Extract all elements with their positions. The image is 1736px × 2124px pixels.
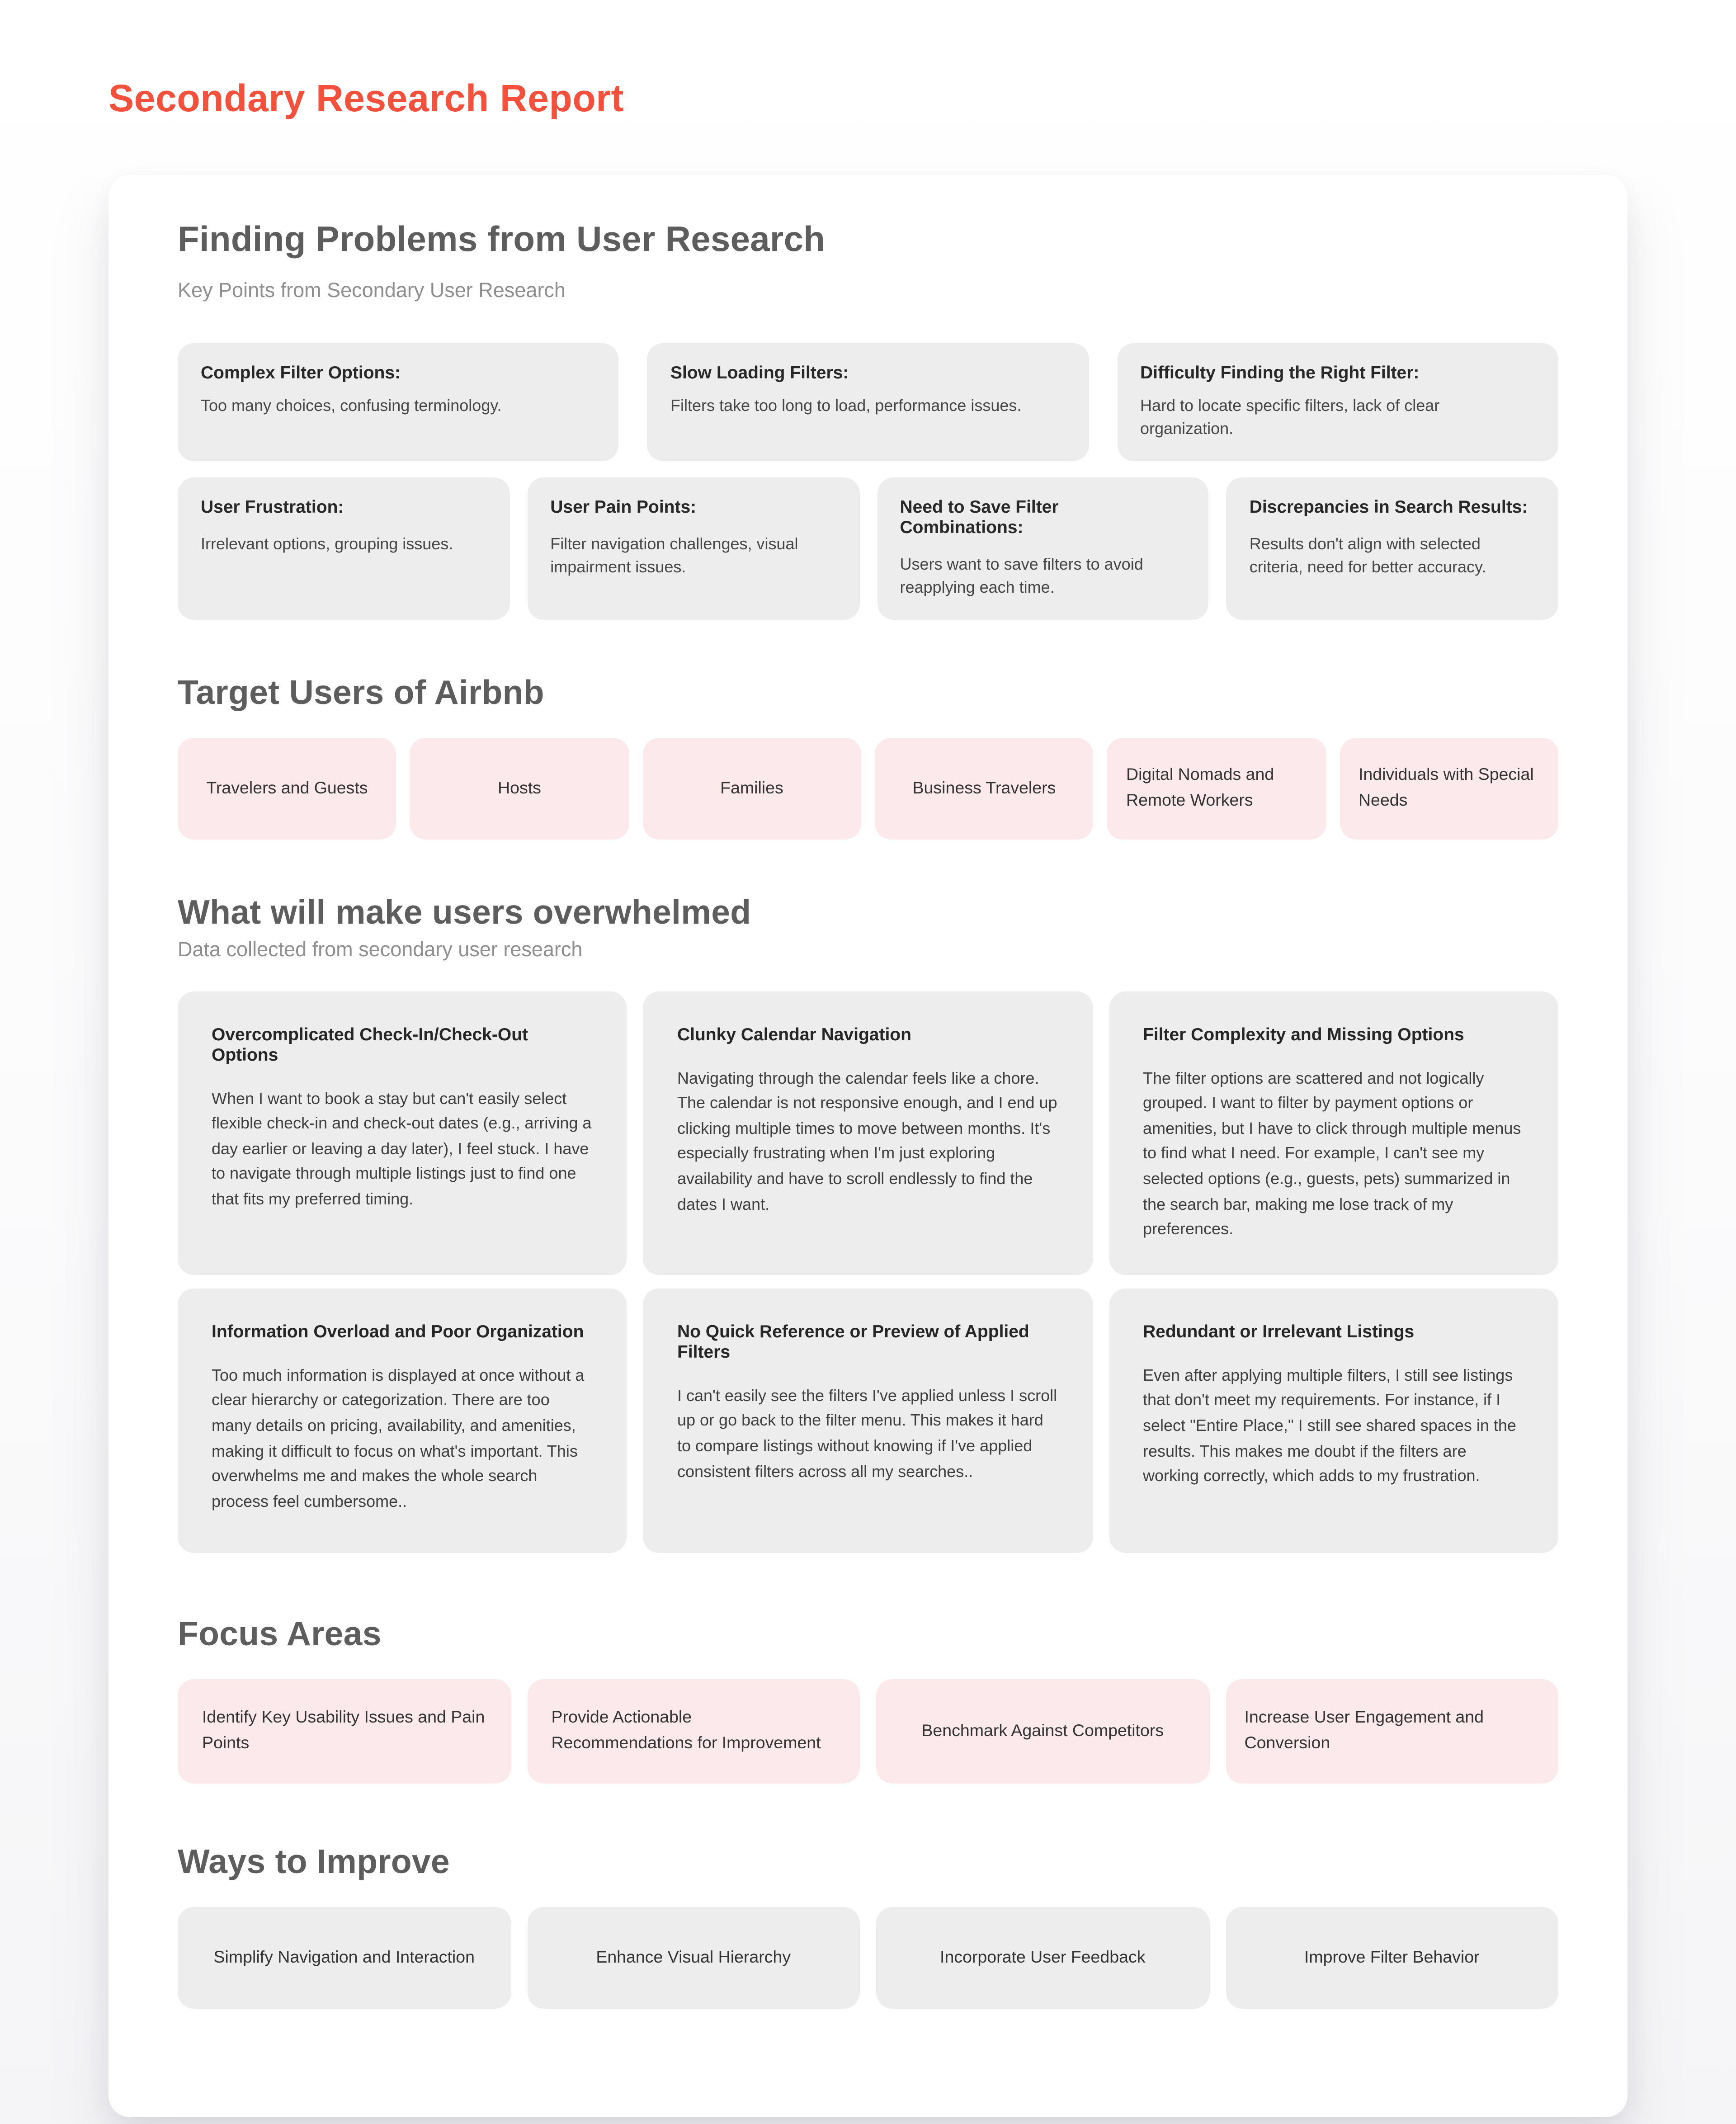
overwhelmed-card-body: The filter options are scattered and not logically grouped. I want to filter by payment options or amenities, but I have to click through multiple menus to find what I need. For example, I can't see my selected options (e.g., guests, pets) summarized in the search bar, making me lose track of my preferences. [1142, 1068, 1521, 1239]
overwhelmed-card-body: Even after applying multiple filters, I still see listings that don't meet my requirements. For instance, if I select "Entire Place," I still see shared spaces in the results. This makes me doubt if the filters are working correctly, which adds to my frustration. [1142, 1365, 1516, 1486]
key-point-title: Need to Save Filter Combinations: [900, 496, 1059, 537]
target-user-label: Hosts [498, 778, 541, 798]
key-point-card [178, 343, 619, 461]
target-users-row [178, 737, 1558, 839]
target-user-card [178, 737, 396, 839]
overwhelmed-card-title: Redundant or Irrelevant Listings [1142, 1321, 1415, 1341]
key-point-title: Difficulty Finding the Right Filter: [1140, 362, 1420, 382]
target-user-card [642, 737, 861, 839]
overwhelmed-card [1109, 991, 1558, 1274]
section-heading-finding-problems: Finding Problems from User Research [178, 218, 826, 259]
focus-area-card [876, 1679, 1209, 1783]
key-point-body: Filters take too long to load, performance issues. [670, 396, 1022, 415]
key-point-card [178, 477, 509, 619]
overwhelmed-card-body: When I want to book a stay but can't easily select flexible check-in and check-out dates (e.g., arriving a day earlier or leaving a day later), I feel stuck. I have to navigate through multiple listings just to find one that fits my preferred timing. [212, 1088, 592, 1208]
target-user-label: Families [720, 778, 783, 798]
focus-area-card [527, 1679, 860, 1783]
key-point-title: User Frustration: [201, 496, 344, 517]
key-point-title: Complex Filter Options: [201, 362, 401, 382]
key-points-row-1 [178, 343, 1558, 461]
key-point-title: Slow Loading Filters: [670, 362, 849, 382]
overwhelmed-card-body: Navigating through the calendar feels like a chore. The calendar is not responsive enough, and I end up clicking multiple times to move between months. It's especially frustrating when I'm just exploring availability and have to scroll endlessly to find the dates I want. [677, 1068, 1057, 1213]
target-user-card [410, 737, 629, 839]
key-point-body: Filter navigation challenges, visual impairment issues. [550, 534, 798, 577]
target-user-label: Digital Nomads and Remote Workers [1126, 765, 1274, 810]
overwhelmed-card [643, 991, 1093, 1274]
key-point-card [1227, 477, 1558, 619]
overwhelmed-card-title: Information Overload and Poor Organization [212, 1321, 584, 1341]
overwhelmed-card [643, 1288, 1093, 1553]
overwhelmed-card-title: Filter Complexity and Missing Options [1142, 1023, 1464, 1044]
way-to-improve-card [1226, 1907, 1559, 2008]
way-to-improve-label: Enhance Visual Hierarchy [596, 1947, 791, 1967]
way-to-improve-card [178, 1907, 511, 2008]
target-user-label: Individuals with Special Needs [1358, 765, 1534, 810]
overwhelmed-card-body: Too much information is displayed at once without a clear hierarchy or categorization. There are too many details on pricing, availability, and amenities, making it difficult to focus on what's important. This overwhelms me and makes the whole search process feel cumbersome.. [212, 1365, 585, 1511]
key-point-body: Users want to save filters to avoid reapplying each time. [900, 554, 1143, 597]
key-point-title: User Pain Points: [550, 496, 697, 517]
key-point-body: Results don't align with selected criteria, need for better accuracy. [1249, 534, 1486, 577]
focus-area-label: Benchmark Against Competitors [921, 1721, 1164, 1740]
focus-area-label: Provide Actionable Recommendations for Improvement [551, 1708, 821, 1753]
key-points-row-2 [178, 477, 1558, 619]
target-user-card [1107, 737, 1326, 839]
overwhelmed-card-title: Clunky Calendar Navigation [677, 1023, 911, 1044]
key-point-card [647, 343, 1089, 461]
focus-area-label: Identify Key Usability Issues and Pain Points [202, 1708, 485, 1753]
key-point-body: Too many choices, confusing terminology. [201, 396, 502, 415]
key-point-card [527, 477, 859, 619]
target-user-label: Travelers and Guests [206, 778, 368, 798]
ways-to-improve-row [178, 1907, 1558, 2008]
way-to-improve-card [876, 1907, 1209, 2008]
way-to-improve-label: Simplify Navigation and Interaction [213, 1947, 475, 1967]
way-to-improve-card [527, 1907, 860, 2008]
section-heading-target-users: Target Users of Airbnb [178, 673, 544, 712]
key-point-card [1117, 343, 1558, 461]
focus-area-card [178, 1679, 511, 1783]
section-heading-overwhelmed: What will make users overwhelmed [178, 893, 751, 931]
key-point-body: Irrelevant options, grouping issues. [201, 534, 453, 553]
report-panel [108, 175, 1628, 2117]
overwhelmed-card [178, 1288, 627, 1553]
overwhelmed-card-title: Overcomplicated Check-In/Check-Out Options [212, 1023, 528, 1064]
focus-area-label: Increase User Engagement and Conversion [1244, 1708, 1484, 1753]
overwhelmed-card [1109, 1288, 1558, 1553]
target-user-card [1340, 737, 1558, 839]
focus-areas-row [178, 1679, 1558, 1783]
section-subheading-overwhelmed: Data collected from secondary user research [178, 938, 583, 961]
overwhelmed-card-title: No Quick Reference or Preview of Applied Filters [677, 1321, 1029, 1362]
way-to-improve-label: Incorporate User Feedback [940, 1947, 1146, 1967]
overwhelmed-card [178, 991, 627, 1274]
overwhelmed-cards-grid [178, 991, 1558, 1553]
focus-area-card [1226, 1679, 1559, 1783]
target-user-label: Business Travelers [912, 778, 1056, 798]
key-point-title: Discrepancies in Search Results: [1249, 496, 1528, 517]
way-to-improve-label: Improve Filter Behavior [1304, 1947, 1480, 1967]
page-title: Secondary Research Report [108, 77, 624, 119]
section-heading-focus-areas: Focus Areas [178, 1615, 382, 1653]
target-user-card [875, 737, 1094, 839]
key-point-body: Hard to locate specific filters, lack of clear organization. [1140, 396, 1440, 439]
section-heading-ways-to-improve: Ways to Improve [178, 1843, 450, 1881]
key-point-card [877, 477, 1209, 619]
section-subheading-finding-problems: Key Points from Secondary User Research [178, 279, 566, 302]
overwhelmed-card-body: I can't easily see the filters I've applied unless I scroll up or go back to the filter menu. This makes it hard to compare listings without knowing if I've applied consistent filters across all my searches.. [677, 1386, 1057, 1481]
